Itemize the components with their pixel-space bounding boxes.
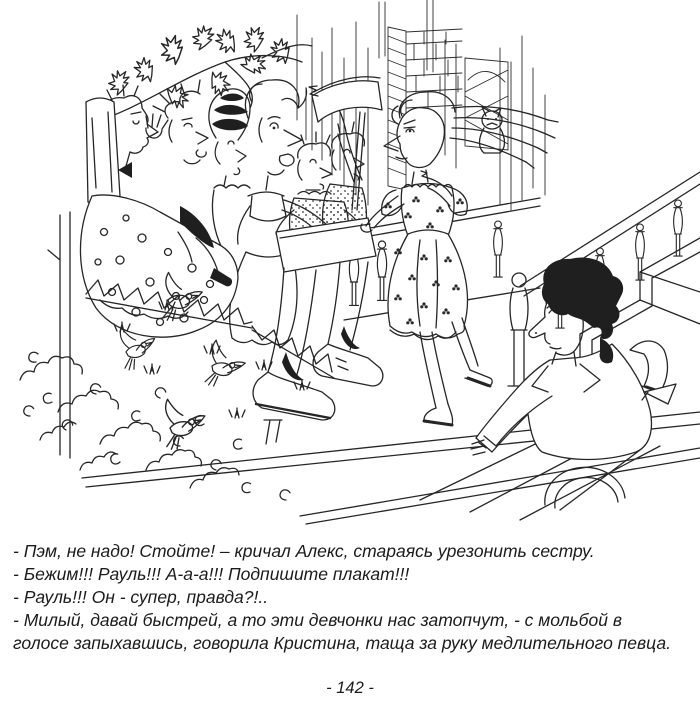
dialogue-line-1: - Пэм, не надо! Стойте! – кричал Алекс, стараясь урезонить сестру. [13, 541, 595, 561]
maple-branch [95, 22, 312, 122]
tree-trunk [48, 212, 70, 458]
running-singer-legs [253, 262, 383, 420]
dialogue-line-4: - Милый, давай быстрей, а то эти девчонки нас затопчут, - с мольбой в [13, 610, 622, 630]
dialogue-text [0, 530, 700, 655]
page-number: - 142 - [326, 679, 374, 697]
alex-figure [471, 258, 676, 460]
dialogue-line-2: - Бежим!!! Рауль!!! А-а-а!!! Подпишите плакат!!! [13, 564, 410, 584]
cat-figure [480, 107, 505, 153]
christina-figure [361, 92, 558, 425]
dialogue-line-5: голосе запыхавшись, говорила Кристина, таща за руку медлительного певца. [13, 633, 671, 653]
dialogue-line-3: - Рауль!!! Он - супер, правда?!.. [13, 587, 269, 607]
